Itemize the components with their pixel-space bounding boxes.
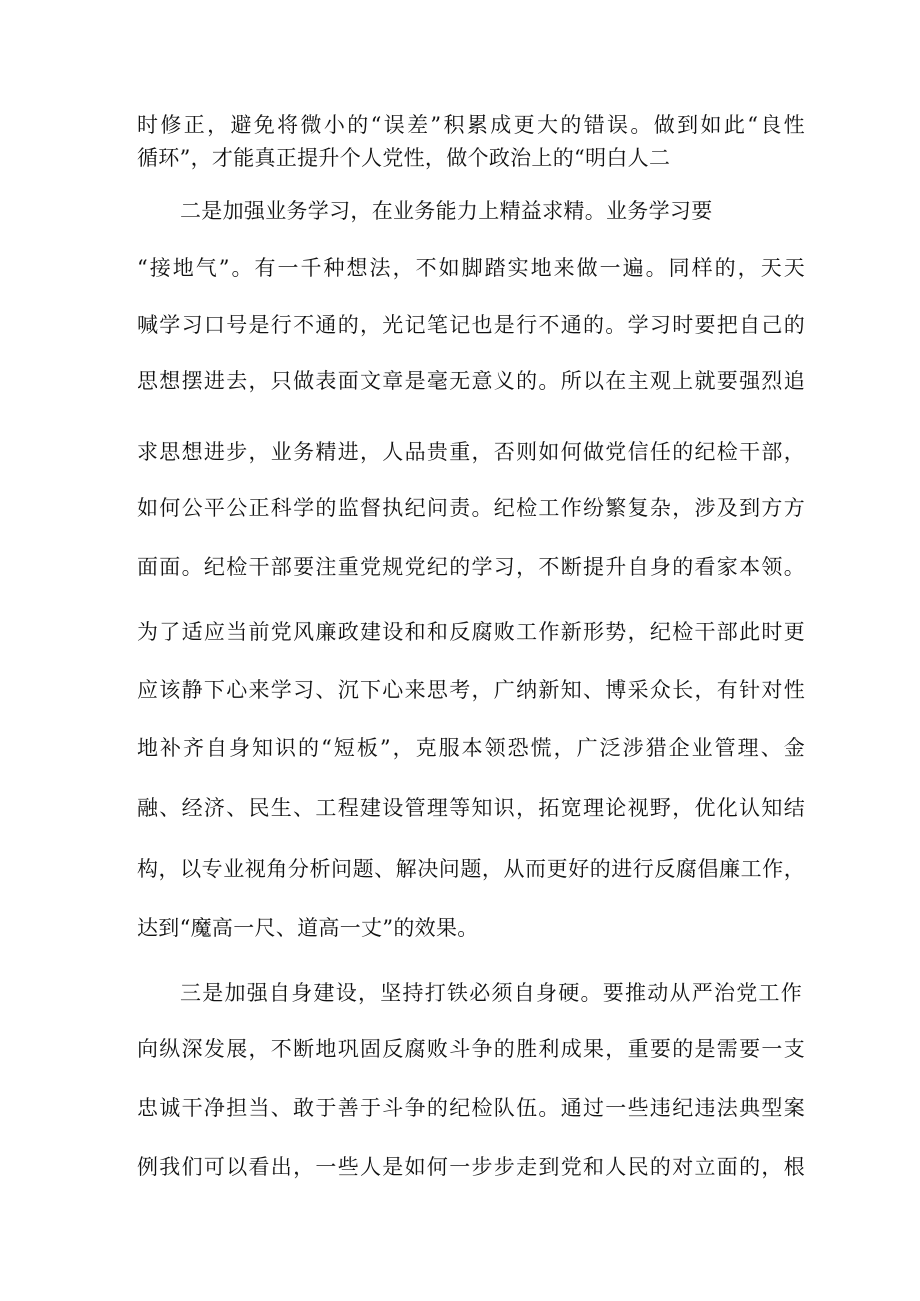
text-line: 构，以专业视角分析问题、解决问题，从而更好的进行反腐倡廉工作， [137,857,805,881]
text-line: 循环”，才能真正提升个人党性，做个政治上的“明白人二 [137,146,671,170]
text-line: 面面。纪检干部要注重党规党纪的学习，不断提升自身的看家本领。 [137,555,805,579]
text-line: 向纵深发展，不断地巩固反腐败斗争的胜利成果，重要的是需要一支 [137,1037,805,1061]
text-line: 忠诚干净担当、敢于善于斗争的纪检队伍。通过一些违纪违法典型案 [137,1096,805,1120]
text-line: 融、经济、民生、工程建设管理等知识，拓宽理论视野，优化认知结 [137,796,805,820]
text-line: 例我们可以看出，一些人是如何一步步走到党和人民的对立面的，根 [137,1155,805,1179]
text-line: 应该静下心来学习、沉下心来思考，广纳新知、博采众长，有针对性 [137,678,805,702]
paragraph-first-line: 二是加强业务学习，在业务能力上精益求精。业务学习要 [180,199,713,223]
text-line: 思想摆进去，只做表面文章是毫无意义的。所以在主观上就要强烈追 [137,369,805,393]
paragraph-first-line: 三是加强自身建设，坚持打铁必须自身硬。要推动从严治党工作 [180,981,802,1005]
text-line: 时修正，避免将微小的“误差”积累成更大的错误。做到如此“良性 [137,113,805,137]
text-line: 求思想进步，业务精进，人品贵重，否则如何做党信任的纪检干部， [137,440,805,464]
text-line: 如何公平公正科学的监督执纪问责。纪检工作纷繁复杂，涉及到方方 [137,496,805,520]
text-line: 地补齐自身知识的“短板”，克服本领恐慌，广泛涉猎企业管理、金 [137,736,805,760]
text-line: 为了适应当前党风廉政建设和和反腐败工作新形势，纪检干部此时更 [137,620,805,644]
text-line: 达到“魔高一尺、道高一丈”的效果。 [137,916,479,940]
text-line: “接地气”。有一千种想法，不如脚踏实地来做一遍。同样的，天天 [137,256,805,280]
text-line: 喊学习口号是行不通的，光记笔记也是行不通的。学习时要把自己的 [137,313,805,337]
